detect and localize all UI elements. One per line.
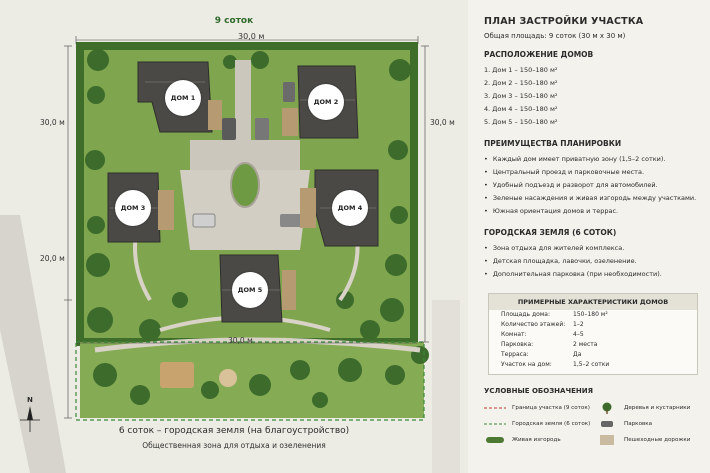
list-item: 1. Дом 1 – 150–180 м² <box>484 66 558 74</box>
city-land-subtitle: Общественная зона для отдыха и озеленения <box>142 441 326 450</box>
house-1-label: ДОМ 1 <box>165 80 201 116</box>
characteristics-table <box>488 293 698 375</box>
list-item: • Центральный проезд и парковочные места. <box>484 166 700 179</box>
legend-label: Пешеходные дорожки <box>624 437 691 443</box>
info-panel <box>470 0 710 473</box>
legend-boundary <box>484 403 596 413</box>
row-key: Терраса: <box>501 351 529 358</box>
dashed-red-line-icon <box>484 403 506 413</box>
table-row <box>489 320 697 330</box>
legend-trees <box>596 403 696 413</box>
paving-icon <box>596 435 618 445</box>
tree-icon <box>596 403 618 413</box>
table-row <box>489 360 697 374</box>
row-value: Да <box>573 351 582 358</box>
hedge-icon <box>484 435 506 445</box>
row-value: 4–5 <box>573 331 584 338</box>
houses-list <box>484 64 700 129</box>
right-dimension: 30,0 м <box>430 118 455 127</box>
house-5-label: ДОМ 5 <box>232 272 268 308</box>
legend-paths <box>596 435 696 445</box>
table-row <box>489 310 697 320</box>
row-value: 1,5–2 сотки <box>573 361 610 368</box>
table-row <box>489 350 697 360</box>
panel-subtitle: Общая площадь: 9 соток (30 м х 30 м) <box>484 32 626 40</box>
legend-parking <box>596 419 696 429</box>
house-4-label: ДОМ 4 <box>332 190 368 226</box>
house-2-label: ДОМ 2 <box>308 84 344 120</box>
list-item: 3. Дом 3 – 150–180 м² <box>484 92 558 100</box>
legend-label: Деревья и кустарники <box>624 405 691 411</box>
top-dimension: 30,0 м <box>238 32 265 41</box>
left-dimension-upper: 30,0 м <box>40 118 65 127</box>
houses-section-title: РАСПОЛОЖЕНИЕ ДОМОВ <box>484 50 594 59</box>
row-value: 150–180 м² <box>573 311 608 318</box>
characteristics-title: ПРИМЕРНЫЕ ХАРАКТЕРИСТИКИ ДОМОВ <box>489 294 697 310</box>
legend-label: Парковка <box>624 421 653 427</box>
list-item: • Зеленые насаждения и живая изгородь между участками. <box>484 192 700 205</box>
table-row <box>489 330 697 340</box>
list-item: • Южная ориентация домов и террас. <box>484 205 700 218</box>
house-3-label: ДОМ 3 <box>115 190 151 226</box>
row-key: Количество этажей: <box>501 321 566 328</box>
advantages-section-title: ПРЕИМУЩЕСТВА ПЛАНИРОВКИ <box>484 139 622 148</box>
list-item: 5. Дом 5 – 150–180 м² <box>484 118 558 126</box>
city-land-title: 6 соток – городская земля (на благоустройство) <box>118 426 350 436</box>
row-key: Площадь дома: <box>501 311 550 318</box>
legend-city-boundary <box>484 419 596 429</box>
list-item: 2. Дом 2 – 150–180 м² <box>484 79 558 87</box>
advantages-list <box>484 153 700 218</box>
mid-dimension: 30,0 м <box>228 336 253 345</box>
city-list <box>484 242 700 281</box>
row-key: Парковка: <box>501 341 534 348</box>
panel-title: ПЛАН ЗАСТРОЙКИ УЧАСТКА <box>484 16 644 27</box>
list-item: • Зона отдыха для жителей комплекса. <box>484 242 700 255</box>
row-value: 1–2 <box>573 321 584 328</box>
legend-title: УСЛОВНЫЕ ОБОЗНАЧЕНИЯ <box>484 387 593 395</box>
legend-hedge <box>484 435 596 445</box>
row-key: Участок на дом: <box>501 361 552 368</box>
list-item: • Дополнительная парковка (при необходимости). <box>484 268 700 281</box>
list-item: • Каждый дом имеет приватную зону (1,5–2 сотки). <box>484 153 700 166</box>
legend-label: Городская земля (6 соток) <box>512 421 591 427</box>
north-label: N <box>27 396 33 404</box>
table-row <box>489 340 697 350</box>
legend <box>484 403 700 445</box>
legend-label: Живая изгородь <box>512 437 561 443</box>
legend-label: Граница участка (9 соток) <box>512 405 590 411</box>
dashed-green-line-icon <box>484 419 506 429</box>
car-icon <box>596 419 618 429</box>
list-item: • Детская площадка, лавочки, озеленение. <box>484 255 700 268</box>
list-item: 4. Дом 4 – 150–180 м² <box>484 105 558 113</box>
row-key: Комнат: <box>501 331 527 338</box>
left-dimension-lower: 20,0 м <box>40 254 65 263</box>
list-item: • Удобный подъезд и разворот для автомобилей. <box>484 179 700 192</box>
city-section-title: ГОРОДСКАЯ ЗЕМЛЯ (6 СОТОК) <box>484 228 617 237</box>
plot-area-label: 9 соток <box>214 16 254 26</box>
row-value: 2 места <box>573 341 598 348</box>
